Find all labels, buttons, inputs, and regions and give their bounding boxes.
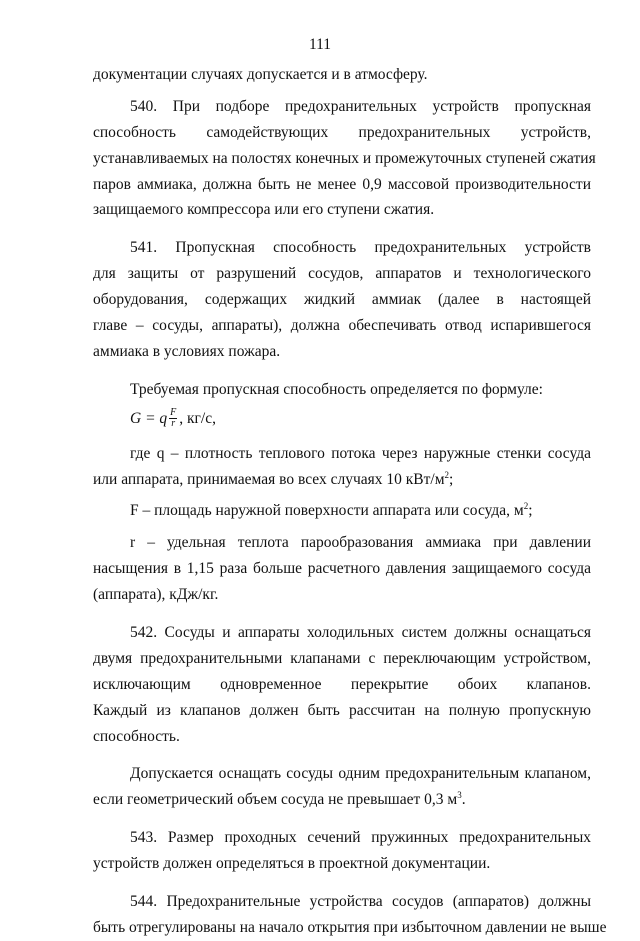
text-line: или аппарата, принимаемая во всех случаях 10 кВт/$м^2$; — [93, 469, 454, 488]
text-line: защищаемого компрессора или его ступени сжатия. — [93, 201, 435, 219]
text-line: двумя предохранительными клапанами с переключающим устройством, — [93, 649, 591, 667]
text-line: быть отрегулированы на начало открытия при избыточном давлении не выше — [93, 918, 607, 936]
paragraph-541 — [93, 235, 591, 364]
formula-lhs: G = q — [130, 409, 168, 427]
definition-r — [93, 530, 591, 608]
text-line: 542. Сосуды и аппараты холодильных систем должны оснащаться — [130, 624, 591, 642]
text-line: способность самодействующих предохранительных устройств, — [93, 123, 591, 141]
text-line: если геометрический объем сосуда не превышает 0,3 $м^3$. — [93, 790, 466, 809]
text-line: устройств должен определяться в проектной документации. — [93, 855, 491, 873]
text-line: где q – плотность теплового потока через наружные стенки сосуда — [130, 444, 591, 462]
definition-f: F – площадь наружной поверхности аппарата или сосуда, $м^2$; — [130, 501, 533, 520]
superscript: 2 — [444, 469, 450, 480]
paragraph-543 — [93, 825, 591, 877]
text-line: способность. — [93, 727, 180, 745]
document-body — [93, 62, 607, 941]
page-number: 111 — [308, 36, 332, 53]
text-line: Допускается оснащать сосуды одним предохранительным клапаном, — [130, 765, 591, 783]
superscript: 2 — [523, 501, 529, 512]
formula-unit: , кг/с, — [179, 409, 216, 427]
paragraph-544 — [93, 889, 607, 941]
text-line: 540. При подборе предохранительных устройств пропускная — [130, 97, 591, 115]
paragraph-allow — [93, 761, 591, 813]
text-line: аммиака в условиях пожара. — [93, 342, 281, 360]
text-line: устанавливаемых на полостях конечных и промежуточных ступеней сжатия — [93, 149, 596, 167]
formula-intro: Требуемая пропускная способность определяется по формуле: — [130, 380, 543, 398]
formula-numerator: F — [170, 407, 177, 419]
text-line: паров аммиака, должна быть не менее 0,9 массовой производительности — [93, 175, 591, 193]
text-line: насыщения в 1,15 раза больше расчетного давления защищаемого сосуда — [93, 560, 591, 578]
formula-denominator: r — [171, 418, 176, 430]
text-line: документации случаях допускается и в атмосферу. — [93, 66, 428, 83]
text-line: исключающим одновременное перекрытие обоих клапанов. — [93, 675, 591, 693]
text-line: r – удельная теплота парообразования аммиака при давлении — [130, 534, 591, 552]
text-line: для защиты от разрушений сосудов, аппаратов и технологического — [93, 265, 591, 283]
paragraph-540 — [93, 94, 596, 223]
definition-q — [93, 441, 591, 493]
text-line: (аппарата), кДж/кг. — [93, 586, 219, 604]
text-line: 544. Предохранительные устройства сосудов (аппаратов) должны — [130, 893, 591, 911]
text-line: Каждый из клапанов должен быть рассчитан на полную пропускную — [93, 701, 591, 719]
text-line: 543. Размер проходных сечений пружинных предохранительных — [130, 829, 591, 847]
superscript: 3 — [457, 790, 462, 801]
text-line: оборудования, содержащих жидкий аммиак (далее в настоящей — [93, 291, 591, 309]
formula — [93, 403, 591, 435]
text-line: 541. Пропускная способность предохранительных устройств — [130, 239, 591, 257]
paragraph-542 — [93, 620, 591, 749]
formula-fraction — [169, 408, 177, 429]
text-line: главе – сосуды, аппараты), должна обеспечивать отвод испарившегося — [93, 317, 591, 335]
